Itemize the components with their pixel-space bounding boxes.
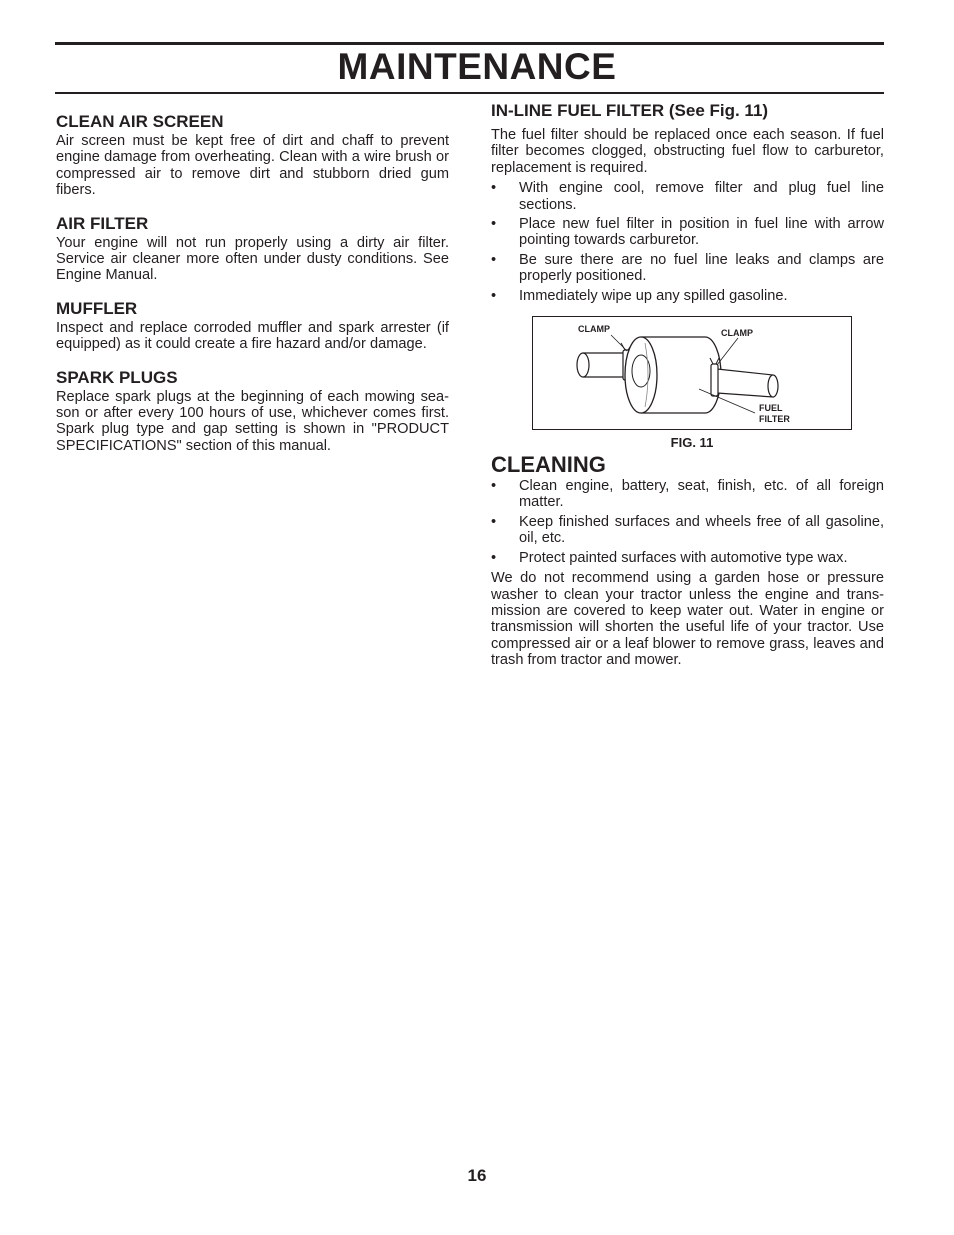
section-heading: MUFFLER xyxy=(56,298,138,318)
figure-caption: FIG. 11 xyxy=(670,435,714,451)
figure-fuel-filter xyxy=(532,316,852,430)
list-item-text: Keep finished surfaces and wheels free of all gasoline, oil, etc. xyxy=(519,513,884,547)
list-item xyxy=(491,550,884,566)
label-clamp-left: CLAMP xyxy=(578,324,610,335)
section-spark-plugs xyxy=(56,367,449,455)
bullet-icon: • xyxy=(491,216,497,233)
page-title: MAINTENANCE xyxy=(337,46,617,87)
label-clamp-right: CLAMP xyxy=(721,328,753,339)
right-fuel-line xyxy=(717,369,773,397)
clamp-left-leader xyxy=(611,335,627,351)
bullet-icon: • xyxy=(491,478,497,495)
section-in-line-fuel-filter xyxy=(491,100,884,304)
cleaning-list xyxy=(491,478,884,566)
section-clean-air-screen xyxy=(56,111,449,199)
section-heading: SPARK PLUGS xyxy=(56,367,178,387)
list-item-text: Protect painted surfaces with automotive type wax. xyxy=(519,549,848,566)
right-fuel-line-end xyxy=(768,375,778,397)
bullet-icon: • xyxy=(491,287,497,304)
header-bottom-rule xyxy=(55,92,884,94)
section-air-filter xyxy=(56,213,449,284)
section-heading: IN-LINE FUEL FILTER (See Fig. 11) xyxy=(491,101,769,120)
section-cleaning xyxy=(491,452,884,668)
left-fuel-line-end xyxy=(577,353,589,377)
list-item-text: Place new fuel filter in position in fuel line with arrow pointing towards carburetor. xyxy=(519,216,884,249)
list-item-text: Immediately wipe up any spilled gasoline. xyxy=(519,287,788,304)
list-item xyxy=(491,216,884,249)
bullet-icon: • xyxy=(491,251,497,268)
clamp-right-leader xyxy=(717,338,738,365)
section-body: We do not recommend using a garden hose or pressure washer to clean your tractor unless the engine and trans-mission are covered to keep water out. Water in engine or transmission will shorten the useful life of your tractor. Use compressed air or a leaf blower to remove grass, leaves and trash from tractor and mower. xyxy=(491,570,884,669)
bullet-icon: • xyxy=(491,513,497,530)
filter-front-face xyxy=(625,337,657,413)
list-item-text: With engine cool, remove filter and plug fuel line sections. xyxy=(519,180,884,213)
section-heading: AIR FILTER xyxy=(56,213,149,233)
section-heading: CLEANING xyxy=(491,452,606,478)
list-item xyxy=(491,180,884,213)
right-clamp xyxy=(711,364,718,396)
page-number: 16 xyxy=(467,1166,487,1185)
section-intro: The fuel filter should be replaced once each season. If fuel filter becomes clogged, obstructing fuel flow to carburetor, replacement is required. xyxy=(491,127,884,176)
right-column xyxy=(491,100,884,669)
section-heading: CLEAN AIR SCREEN xyxy=(56,112,224,131)
fuel-filter-steps xyxy=(491,180,884,304)
bullet-icon: • xyxy=(491,549,497,566)
label-filter: FILTER xyxy=(759,414,790,425)
list-item-text: Be sure there are no fuel line leaks and clamps are properly positioned. xyxy=(519,251,884,285)
list-item xyxy=(491,514,884,547)
label-fuel: FUEL xyxy=(759,403,783,414)
left-column xyxy=(56,111,449,468)
list-item xyxy=(491,288,884,304)
section-body: Replace spark plugs at the beginning of each mowing sea-son or after every 100 hours of use, whichever comes first. Spark plug type and gap setting is shown in "PRODUCT SPECIFICATIONS" section of this manual. xyxy=(56,388,449,454)
section-body: Your engine will not run properly using a dirty air filter. Service air cleaner more often under dusty conditions. See Engine Manual. xyxy=(56,234,449,284)
bullet-icon: • xyxy=(491,180,497,197)
list-item xyxy=(491,252,884,285)
section-body: Inspect and replace corroded muffler and spark arrester (if equipped) as it could create a fire hazard and/or damage. xyxy=(56,319,449,353)
list-item xyxy=(491,478,884,511)
section-body: Air screen must be kept free of dirt and chaff to prevent engine damage from overheating. Clean with a wire brush or compressed air to remove dirt and stubborn dried gum fibers. xyxy=(56,133,449,199)
section-muffler xyxy=(56,298,449,353)
list-item-text: Clean engine, battery, seat, finish, etc. of all foreign matter. xyxy=(519,478,884,511)
